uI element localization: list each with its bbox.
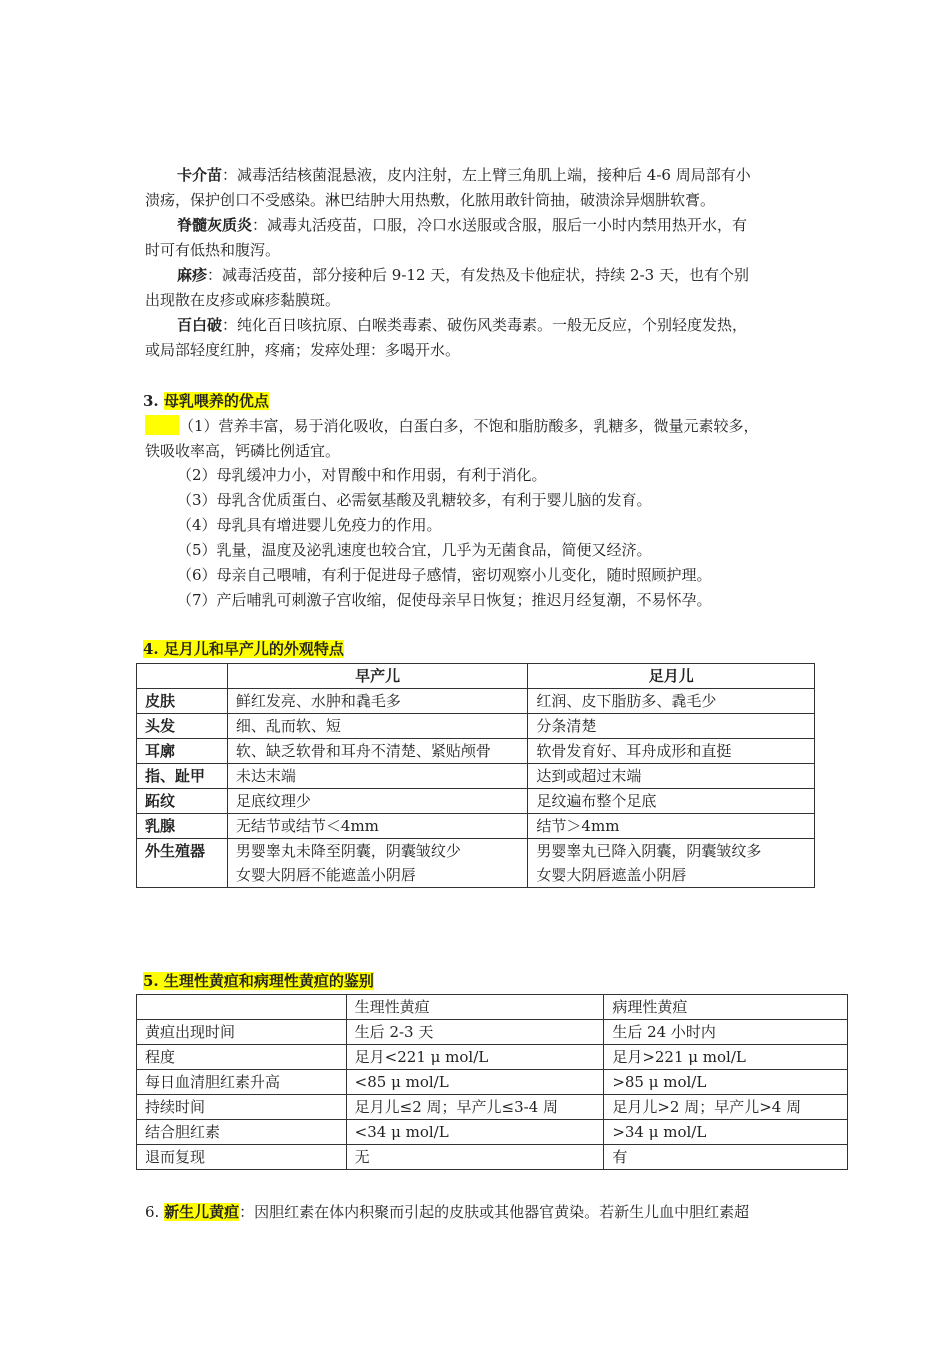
table-cell: 无 xyxy=(346,1145,604,1170)
table-row xyxy=(137,789,815,814)
vaccine-line-2: 时可有低热和腹泻。 xyxy=(145,241,281,259)
column-header xyxy=(137,995,347,1020)
row-label: 结合胆红素 xyxy=(137,1120,347,1145)
table-row xyxy=(137,689,815,714)
table-cell: >34 μ mol/L xyxy=(604,1120,848,1145)
vaccine-line-1: 百白破：纯化百日咳抗原、白喉类毒素、破伤风类毒素。一般无反应，个别轻度发热， xyxy=(177,316,748,334)
column-header: 病理性黄疸 xyxy=(604,995,848,1020)
column-header: 生理性黄疸 xyxy=(346,995,604,1020)
row-label: 每日血清胆红素升高 xyxy=(137,1070,347,1095)
table-header-row xyxy=(137,664,815,689)
row-label: 头发 xyxy=(137,714,228,739)
vaccine-name: 百白破 xyxy=(177,316,223,334)
vaccine-line-2: 出现散在皮疹或麻疹黏膜斑。 xyxy=(145,291,341,309)
table-header-row xyxy=(137,995,848,1020)
preterm-cell: 足底纹理少 xyxy=(227,789,528,814)
table-row xyxy=(137,839,815,888)
vaccine-name: 脊髓灰质炎 xyxy=(177,216,253,234)
term-cell: 软骨发育好、耳舟成形和直挺 xyxy=(528,739,815,764)
table-row xyxy=(137,714,815,739)
highlight-mark xyxy=(145,415,179,435)
table-cell: 足月<221 μ mol/L xyxy=(346,1045,604,1070)
section-5-title: 5. 生理性黄疸和病理性黄疸的鉴别 xyxy=(143,972,374,990)
term-cell: 分条清楚 xyxy=(528,714,815,739)
section-3-item: （7）产后哺乳可刺激子宫收缩，促使母亲早日恢复；推迟月经复潮，不易怀孕。 xyxy=(177,591,712,609)
section-6-number: 6. xyxy=(145,1203,160,1221)
vaccine-line-1: 卡介苗：减毒活结核菌混悬液，皮内注射，左上臂三角肌上端，接种后 4-6 周局部有小 xyxy=(177,166,751,184)
section-3-item-1: （1）营养丰富，易于消化吸收，白蛋白多，不饱和脂肪酸多，乳糖多，微量元素较多， xyxy=(145,414,825,439)
section-6-term: 新生儿黄疸 xyxy=(164,1203,240,1221)
preterm-cell: 鲜红发亮、水肿和毳毛多 xyxy=(227,689,528,714)
table-row xyxy=(137,1070,848,1095)
table-cell: 足月儿≤2 周；早产儿≤3-4 周 xyxy=(346,1095,604,1120)
preterm-cell: 未达末端 xyxy=(227,764,528,789)
table-cell: 有 xyxy=(604,1145,848,1170)
table-cell: >85 μ mol/L xyxy=(604,1070,848,1095)
term-cell: 达到或超过末端 xyxy=(528,764,815,789)
section-6-paragraph xyxy=(145,1200,749,1225)
term-cell: 结节＞4mm xyxy=(528,814,815,839)
table-row xyxy=(137,1145,848,1170)
term-cell: 红润、皮下脂肪多、毳毛少 xyxy=(528,689,815,714)
section-3-title: 母乳喂养的优点 xyxy=(163,392,269,410)
table-row xyxy=(137,1120,848,1145)
term-cell: 足纹遍布整个足底 xyxy=(528,789,815,814)
vaccine-line-2: 或局部轻度红肿，疼痛；发瘁处理：多喝开水。 xyxy=(145,341,461,359)
vaccine-line-1: 脊髓灰质炎：减毒丸活疫苗，口服，冷口水送服或含服，服后一小时内禁用热开水，有 xyxy=(177,216,748,234)
row-label: 持续时间 xyxy=(137,1095,347,1120)
section-6-text: ：因胆红素在体内积聚而引起的皮肤或其他器官黄染。若新生儿血中胆红素超 xyxy=(239,1203,750,1221)
preterm-cell: 细、乱而软、短 xyxy=(227,714,528,739)
jaundice-comparison-table xyxy=(136,994,848,1170)
section-3-item: （4）母乳具有增进婴儿免疫力的作用。 xyxy=(177,516,442,534)
section-3-item-1-cont: 铁吸收率高，钙磷比例适宜。 xyxy=(145,442,341,460)
section-3-item: （6）母亲自己喂哺，有利于促进母子感情，密切观察小儿变化，随时照顾护理。 xyxy=(177,566,712,584)
row-label: 皮肤 xyxy=(137,689,228,714)
section-5-heading xyxy=(143,970,374,992)
table-row xyxy=(137,739,815,764)
row-label: 耳廓 xyxy=(137,739,228,764)
table-row xyxy=(137,1045,848,1070)
row-label: 黄疸出现时间 xyxy=(137,1020,347,1045)
table-cell: 足月儿>2 周；早产儿>4 周 xyxy=(604,1095,848,1120)
section-4-heading xyxy=(143,638,344,660)
table-row xyxy=(137,764,815,789)
vaccine-name: 卡介苗 xyxy=(177,166,223,184)
vaccine-name: 麻疹 xyxy=(177,266,208,284)
row-label: 乳腺 xyxy=(137,814,228,839)
table-cell: 足月>221 μ mol/L xyxy=(604,1045,848,1070)
table-cell: <34 μ mol/L xyxy=(346,1120,604,1145)
column-header xyxy=(137,664,228,689)
row-label: 指、趾甲 xyxy=(137,764,228,789)
table-cell: <85 μ mol/L xyxy=(346,1070,604,1095)
section-3-item: （2）母乳缓冲力小，对胃酸中和作用弱，有利于消化。 xyxy=(177,466,547,484)
row-label: 跖纹 xyxy=(137,789,228,814)
table-cell: 生后 24 小时内 xyxy=(604,1020,848,1045)
preterm-cell: 无结节或结节＜4mm xyxy=(227,814,528,839)
vaccine-line-1: 麻疹：减毒活疫苗，部分接种后 9-12 天，有发热及卡他症状，持续 2-3 天，也有个别 xyxy=(177,266,749,284)
newborn-appearance-table xyxy=(136,663,815,888)
row-label: 退而复现 xyxy=(137,1145,347,1170)
term-cell: 男婴睾丸已降入阴囊，阴囊皱纹多 女婴大阴唇遮盖小阴唇 xyxy=(528,839,815,888)
table-row xyxy=(137,814,815,839)
preterm-cell: 男婴睾丸未降至阴囊，阴囊皱纹少 女婴大阴唇不能遮盖小阴唇 xyxy=(227,839,528,888)
column-header: 早产儿 xyxy=(227,664,528,689)
preterm-cell: 软、缺乏软骨和耳舟不清楚、紧贴颅骨 xyxy=(227,739,528,764)
section-3-item: （5）乳量，温度及泌乳速度也较合宜，几乎为无菌食品，简便又经济。 xyxy=(177,541,652,559)
section-3-number: 3. xyxy=(143,392,159,410)
table-cell: 生后 2-3 天 xyxy=(346,1020,604,1045)
section-4-title: 4. 足月儿和早产儿的外观特点 xyxy=(143,640,344,658)
section-3-heading xyxy=(143,390,269,412)
vaccine-line-2: 溃疡，保护创口不受感染。淋巴结肿大用热敷，化脓用敢针筒抽，破溃涂异烟肼软膏。 xyxy=(145,191,716,209)
row-label: 外生殖器 xyxy=(137,839,228,888)
table-row xyxy=(137,1095,848,1120)
column-header: 足月儿 xyxy=(528,664,815,689)
table-row xyxy=(137,1020,848,1045)
row-label: 程度 xyxy=(137,1045,347,1070)
section-3-item: （3）母乳含优质蛋白、必需氨基酸及乳糖较多，有利于婴儿脑的发育。 xyxy=(177,491,652,509)
